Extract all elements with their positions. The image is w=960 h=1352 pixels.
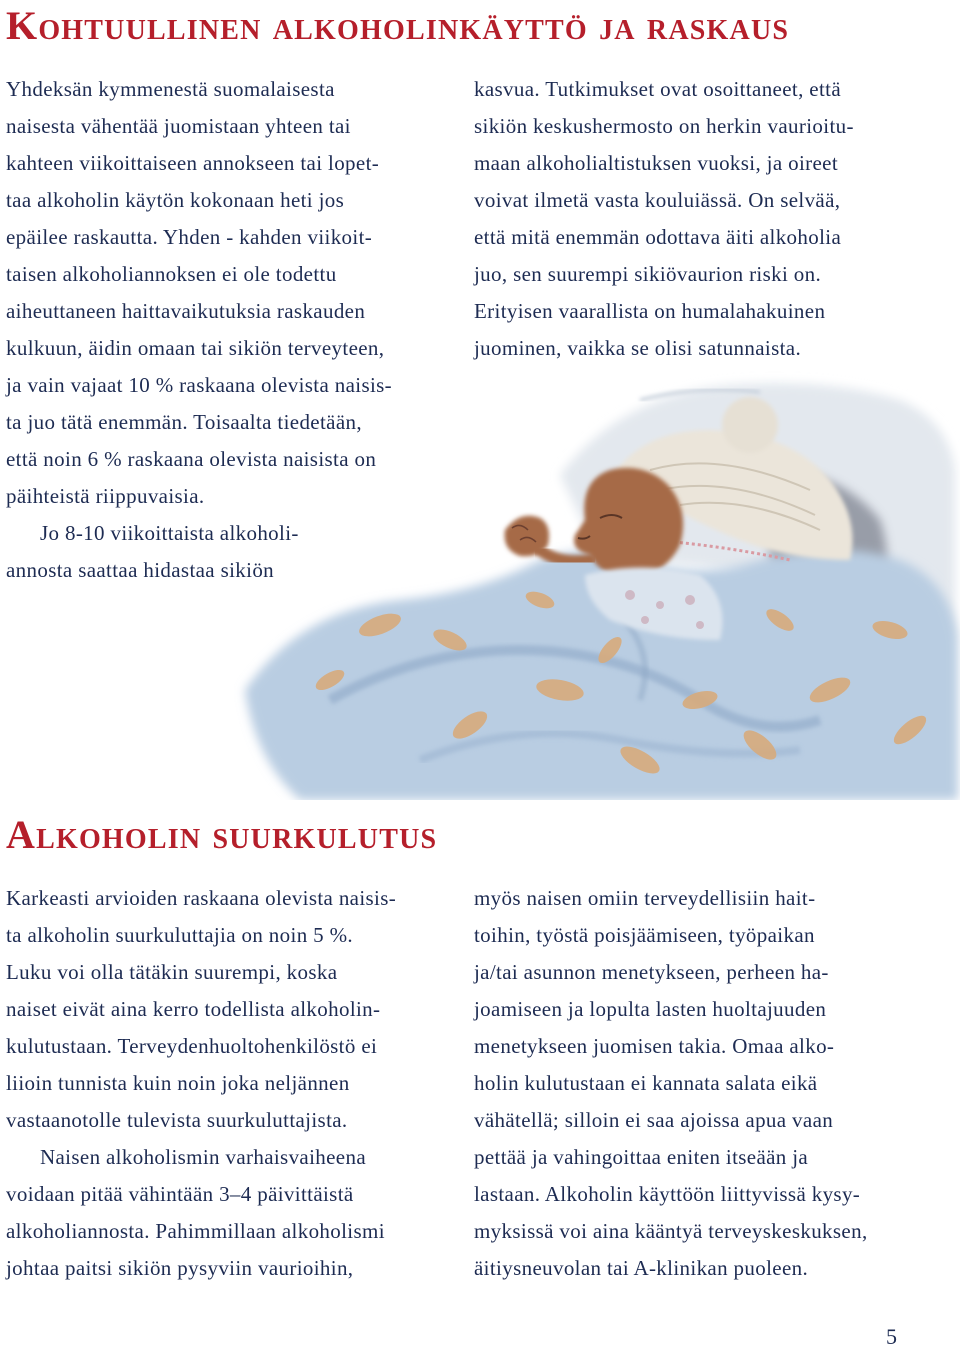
text-line: juo, sen suurempi sikiövaurion riski on.: [474, 262, 822, 286]
text-line: ta alkoholin suurkuluttajia on noin 5 %.: [6, 923, 354, 947]
text-line: alkoholiannosta. Pahimmillaan alkoholismi: [6, 1219, 385, 1243]
text-line: pettää ja vahingoittaa eniten itseään ja: [474, 1145, 809, 1169]
text-line: päihteistä riippuvaisia.: [6, 484, 205, 508]
sleeping-baby-icon: [505, 468, 684, 578]
paragraph: [474, 880, 944, 1287]
text-line: holin kulutustaan ei kannata salata eikä: [474, 1071, 818, 1095]
page-number: 5: [886, 1324, 897, 1349]
section-heading-heavy-use: Alkoholin suurkulutus: [6, 812, 438, 857]
text-line: ta juo tätä enemmän. Toisaalta tiedetään,: [6, 410, 362, 434]
text-line: sikiön keskushermosto on herkin vaurioitu-: [474, 114, 854, 138]
section2-column-left: [6, 880, 454, 1287]
paragraph: [6, 880, 454, 1139]
text-line: että mitä enemmän odottava äiti alkoholia: [474, 225, 842, 249]
text-line: myös naisen omiin terveydellisiin hait-: [474, 886, 816, 910]
text-line: toihin, työstä poisjäämiseen, työpaikan: [474, 923, 815, 947]
text-line: myksissä voi aina kääntyä terveyskeskuksen,: [474, 1219, 868, 1243]
section2-column-right: [474, 880, 944, 1287]
text-line: taa alkoholin käytön kokonaan heti jos: [6, 188, 345, 212]
paragraph: [6, 1139, 454, 1287]
text-line: aiheuttaneen haittavaikutuksia raskauden: [6, 299, 366, 323]
text-line: voidaan pitää vähintään 3–4 päivittäistä: [6, 1182, 354, 1206]
text-line: Erityisen vaarallista on humalahakuinen: [474, 299, 826, 323]
text-line: juominen, vaikka se olisi satunnaista.: [474, 336, 802, 360]
text-line: Jo 8-10 viikoittaista alkoholi-: [40, 521, 299, 545]
text-line: epäilee raskautta. Yhden - kahden viikoit-: [6, 225, 373, 249]
text-line: johtaa paitsi sikiön pysyviin vaurioihin,: [6, 1256, 354, 1280]
text-line: Luku voi olla tätäkin suurempi, koska: [6, 960, 338, 984]
section-heading-moderate-use: Kohtuullinen alkoholinkäyttö ja raskaus: [6, 3, 790, 48]
text-line: äitiysneuvolan tai A-klinikan puoleen.: [474, 1256, 809, 1280]
text-line: annosta saattaa hidastaa sikiön: [6, 558, 275, 582]
text-line: vastaanotolle tulevista suurkuluttajista.: [6, 1108, 348, 1132]
text-line: Naisen alkoholismin varhaisvaiheena: [40, 1145, 366, 1169]
text-line: maan alkoholialtistuksen vuoksi, ja oireet: [474, 151, 839, 175]
text-line: naiset eivät aina kerro todellista alkoholin-: [6, 997, 381, 1021]
text-line: ja/tai asunnon menetykseen, perheen ha-: [474, 960, 829, 984]
text-line: ja vain vajaat 10 % raskaana olevista naisis-: [6, 373, 393, 397]
text-line: kahteen viikoittaiseen annokseen tai lopet-: [6, 151, 380, 175]
text-line: kulkuun, äidin omaan tai sikiön terveyteen,: [6, 336, 385, 360]
text-line: Karkeasti arvioiden raskaana olevista naisis-: [6, 886, 397, 910]
text-line: kulutustaan. Terveydenhuoltohenkilöstö ei: [6, 1034, 378, 1058]
text-line: joamiseen ja lopulta lasten huoltajuuden: [474, 997, 827, 1021]
text-line: voivat ilmetä vasta kouluiässä. On selvää,: [474, 188, 841, 212]
text-line: että noin 6 % raskaana olevista naisista on: [6, 447, 377, 471]
text-line: menetykseen juomisen takia. Omaa alko-: [474, 1034, 835, 1058]
text-line: liioin tunnista kuin noin joka neljännen: [6, 1071, 350, 1095]
text-line: vähätellä; silloin ei saa ajoissa apua vaan: [474, 1108, 834, 1132]
text-line: lastaan. Alkoholin käyttöön liittyvissä kysy-: [474, 1182, 861, 1206]
text-line: Yhdeksän kymmenestä suomalaisesta: [6, 77, 335, 101]
text-line: taisen alkoholiannoksen ei ole todettu: [6, 262, 337, 286]
text-line: naisesta vähentää juomistaan yhteen tai: [6, 114, 351, 138]
text-line: kasvua. Tutkimukset ovat osoittaneet, että: [474, 77, 841, 101]
